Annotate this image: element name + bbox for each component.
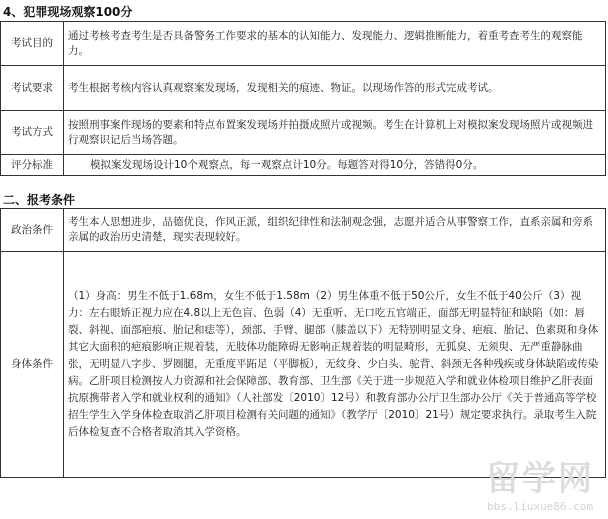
row-content[interactable]: 考生根据考核内容认真观察案发现场，发现相关的痕迹、物证。以现场作答的形式完成考试。 [64,66,606,111]
row-content[interactable]: （1）身高：男生不低于1.68m，女生不低于1.58m（2）男生体重不低于50公斤，女生不低于40公斤（3）视力：左右眼矫正视力应在4.8以上无色盲、色弱（4）无重听、无口吃五官端正，面部无明显特征和缺陷（如：唇裂、斜视、面部疤痕、胎记和痣等），颈部、手臂、腿部（膝盖以下）无特别明显文身、疤痕、胎记、色素斑和身体其它大面积的疤痕影响正规着装，无肢体功能障碍无影响正规着装的明显畸形，无狐臭、无须臾、无严重静脉曲张，无明显八字步、罗圈腿，无重度平跖足（平脚板），无纹身、少白头、驼背、斜颈无各种残疾或身体缺陷或传染病。乙肝项目检测按人力资源和社会保障部、教育部、卫生部《关于进一步规范入学和就业体检项目维护乙肝表面抗原携带者入学和就业权利的通知》（人社部发〔2010〕12号）和教育部办公厅卫生部办公厅《关于普通高等学校招生学生入学身体检查取消乙肝项目检测有关问题的通知》（教学厅〔2010〕21号）规定要求执行。录取考生入院后体检复查不合格者取消其入学资格。 [64,252,606,478]
row-label[interactable]: 考试方式 [1,111,64,155]
row-content[interactable]: 通过考核考查考生是否具备警务工作要求的基本的认知能力、发现能力、逻辑推断能力，着重考查考生的观察能力。 [64,22,606,66]
row-label[interactable]: 考试要求 [1,66,64,111]
watermark-brand: 留学网 [486,459,594,499]
section2-table [0,208,606,478]
table-row [1,252,606,478]
section4-table [0,21,606,176]
row-label[interactable]: 评分标准 [1,155,64,176]
row-content[interactable]: 按照刑事案件现场的要素和特点布置案发现场并拍摄成照片或视频。考生在计算机上对模拟案发现场照片或视频进行观察识记后当场答题。 [64,111,606,155]
watermark-url: bbs.liuxue86.com [487,500,593,513]
table-row [1,22,606,66]
table-row [1,66,606,111]
table-row [1,111,606,155]
row-label[interactable]: 政治条件 [1,209,64,252]
table-row [1,209,606,252]
row-content[interactable]: 考生本人思想进步，品德优良，作风正派，组织纪律性和法制观念强，志愿并适合从事警察工作，直系亲属和旁系亲属的政治历史清楚，现实表现较好。 [64,209,606,252]
row-label[interactable]: 考试目的 [1,22,64,66]
table-row [1,155,606,176]
section2-title: 二、报考条件 [3,193,76,207]
row-content[interactable]: 模拟案发现场设计10个观察点，每一观察点计10分。每题答对得10分，答错得0分。 [64,155,606,176]
section4-title: 4、犯罪现场观察100分 [3,5,133,19]
row-label[interactable]: 身体条件 [1,252,64,478]
